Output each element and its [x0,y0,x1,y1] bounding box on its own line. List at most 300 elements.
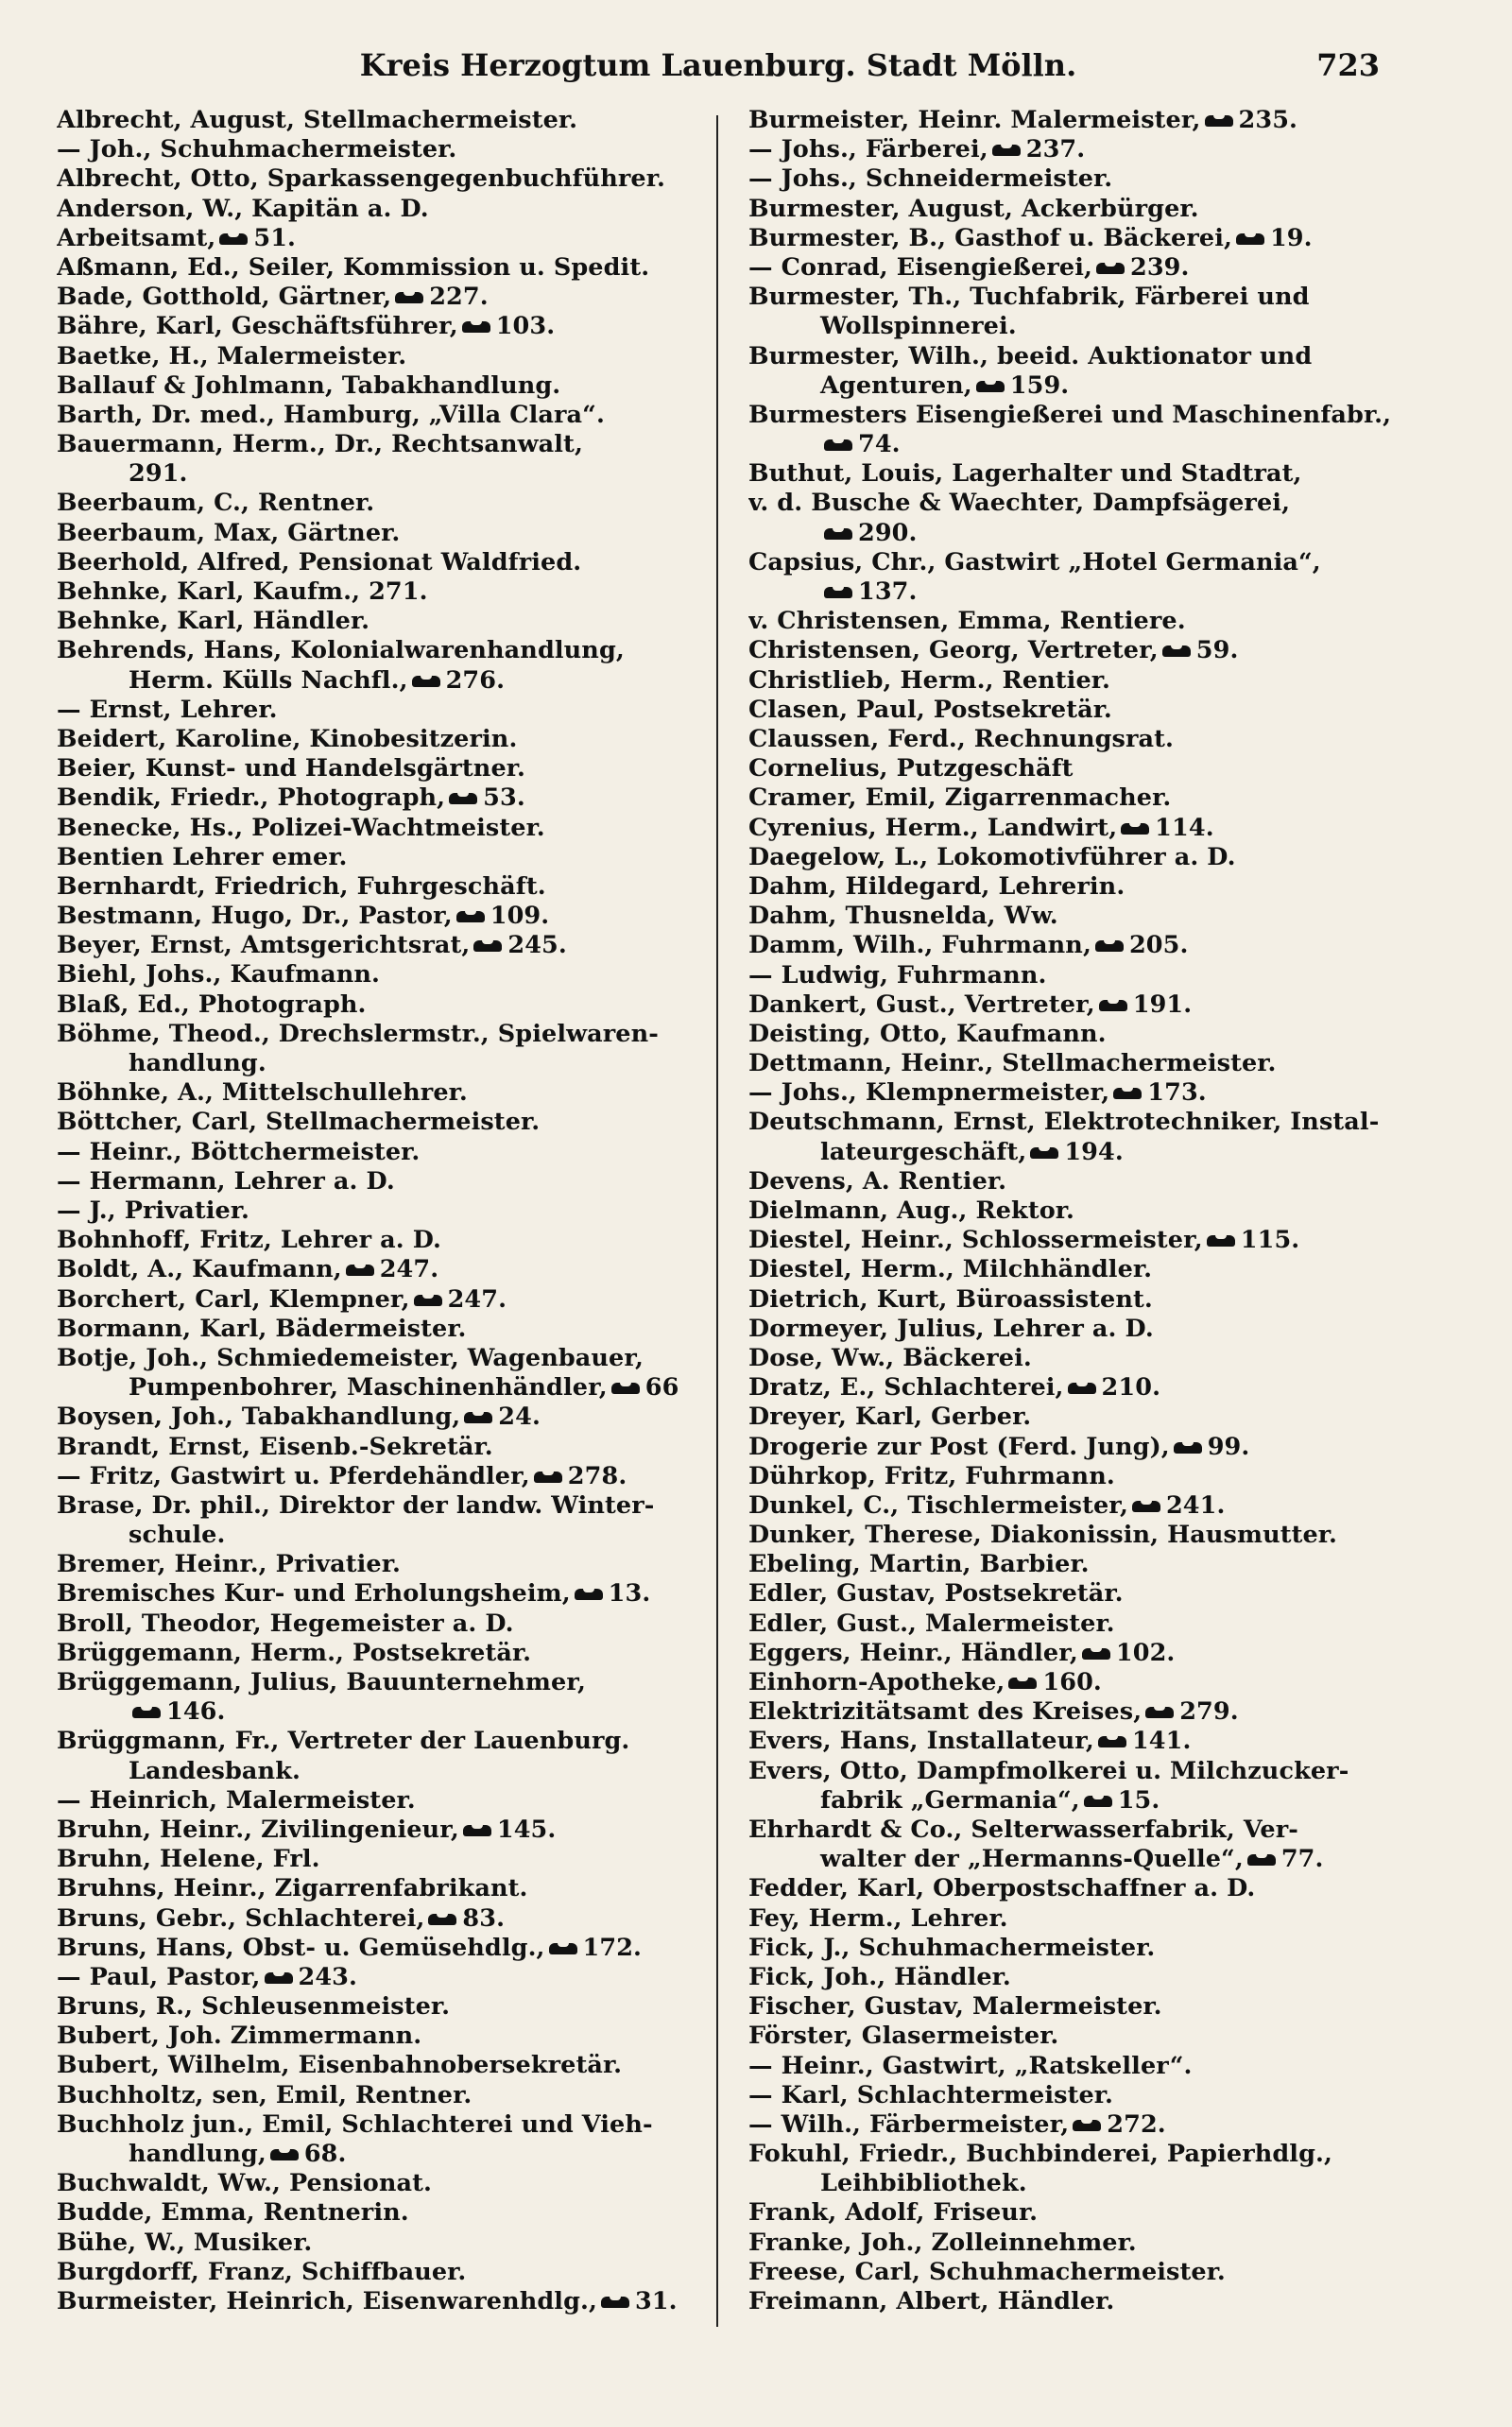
telephone-icon [1236,232,1264,247]
telephone-icon [992,143,1021,158]
entry-text: Behrends, Hans, Kolonialwarenhandlung, [57,636,625,665]
entry-text: Dose, Ww., Bäckerei. [748,1343,1032,1372]
entry-text: Buthut, Louis, Lagerhalter und Stadtrat, [748,459,1302,489]
continuation-text: walter der „Hermanns-Quelle“, [820,1845,1244,1874]
phone-number: 173. [1147,1078,1207,1108]
entry-text: Beidert, Karoline, Kinobesitzerin. [57,724,518,753]
directory-entry [57,135,709,164]
phone-number: 51. [253,223,297,252]
entry-text: Dahm, Hildegard, Lehrerin. [748,871,1125,901]
telephone-icon [270,2147,299,2162]
directory-entry [748,607,1400,636]
directory-entry [748,1049,1400,1078]
directory-entry [57,1963,709,1992]
entry-continuation [57,2140,709,2169]
directory-entry [748,636,1400,665]
directory-entry [57,1108,709,1137]
entry-text: Ehrhardt & Co., Selterwasserfabrik, Ver- [748,1815,1298,1844]
directory-entry [57,1845,709,1874]
directory-entry [748,1196,1400,1226]
telephone-icon [464,1410,492,1425]
directory-entry [57,2198,709,2228]
phone-number: 210. [1101,1373,1161,1403]
entry-text: Bähre, Karl, Geschäftsführer, [57,312,458,341]
directory-entry [748,1816,1400,1874]
entry-text: Claussen, Ferd., Rechnungsrat. [748,725,1175,754]
entry-text: Bentien Lehrer emer. [57,842,348,871]
phone-number: 159. [1009,370,1070,400]
entry-text: Cramer, Emil, Zigarrenmacher. [748,783,1172,813]
entry-text: Baetke, H., Malermeister. [57,341,407,370]
entry-text: Dettmann, Heinr., Stellmachermeister. [748,1049,1277,1078]
entry-continuation [748,519,1400,548]
entry-text: — Heinr., Böttchermeister. [57,1137,421,1166]
directory-entry [57,1344,709,1403]
phone-number: 247. [379,1255,439,1284]
entry-text: — Heinr., Gastwirt, „Ratskeller“. [748,2051,1193,2080]
telephone-icon [132,1705,161,1720]
directory-entry [57,636,709,695]
entry-continuation [748,371,1400,401]
phone-number: 31. [634,2287,678,2315]
entry-text: Dunkel, C., Tischlermeister, [748,1490,1128,1520]
phone-number: 146. [166,1697,226,1727]
entry-text: Deutschmann, Ernst, Elektrotechniker, Instal- [748,1108,1380,1137]
entry-text: Bauermann, Herm., Dr., Rechtsanwalt, [57,430,583,459]
entry-text: Bruhns, Heinr., Zigarrenfabrikant. [57,1874,528,1903]
entry-text: Fick, Joh., Händler. [748,1962,1011,1991]
entry-text: Deisting, Otto, Kaufmann. [748,1019,1107,1048]
entry-text: — Heinrich, Malermeister. [57,1785,416,1815]
entry-text: Evers, Otto, Dampfmolkerei u. Milchzucker- [748,1756,1349,1785]
directory-entry [748,902,1400,931]
entry-text: Dahm, Thusnelda, Ww. [748,902,1058,931]
directory-entry [748,1108,1400,1166]
telephone-icon [1084,1794,1112,1809]
directory-entry [748,1697,1400,1727]
directory-entry [57,1904,709,1934]
directory-entry [57,1668,709,1727]
directory-entry [57,1255,709,1284]
entry-text: Budde, Emma, Rentnerin. [57,2198,409,2228]
directory-entry [748,1727,1400,1756]
entry-text: Böttcher, Carl, Stellmachermeister. [57,1108,541,1137]
entry-text: Fey, Herm., Lehrer. [748,1903,1008,1933]
entry-text: Clasen, Paul, Postsekretär. [748,695,1112,724]
directory-entry [748,1226,1400,1255]
entry-text: — Joh., Schuhmachermeister. [57,135,457,164]
directory-entry [57,1315,709,1344]
entry-text: Burmester, Wilh., beeid. Auktionator und [748,341,1313,370]
directory-entry [748,1344,1400,1373]
entry-text: Fokuhl, Friedr., Buchbinderei, Papierhdlg., [748,2140,1332,2169]
directory-entry [748,1639,1400,1668]
entry-text: Fedder, Karl, Oberpostschaffner a. D. [748,1874,1256,1903]
entry-text: — Wilh., Färbermeister, [748,2109,1070,2139]
directory-entry [748,1668,1400,1697]
continuation-text: fabrik „Germania“, [820,1785,1080,1815]
directory-entry [57,164,709,194]
phone-number: 109. [490,902,550,931]
telephone-icon [265,1971,293,1986]
directory-entry [57,1433,709,1462]
directory-entry [57,430,709,489]
phone-number: 279. [1179,1697,1239,1727]
entry-text: — Johs., Schneidermeister. [748,164,1113,194]
directory-entry [57,783,709,813]
directory-entry [57,754,709,783]
phone-number: 102. [1115,1638,1176,1667]
entry-text: — J., Privatier. [57,1196,249,1225]
directory-entry [57,519,709,548]
directory-entry [748,2258,1400,2287]
directory-entry [748,342,1400,401]
directory-entry [57,843,709,872]
telephone-icon [534,1470,562,1485]
entry-text: Böhnke, A., Mittelschullehrer. [57,1078,468,1108]
directory-entry [57,1462,709,1491]
entry-text: Dankert, Gust., Vertreter, [748,990,1095,1019]
directory-entry [57,283,709,312]
continuation-text: schule. [129,1521,226,1550]
entry-text: Bremisches Kur- und Erholungsheim, [57,1579,571,1609]
phone-number: 114. [1155,813,1214,842]
entry-text: Beerbaum, C., Rentner. [57,489,375,518]
left-column [57,106,709,2316]
entry-text: Broll, Theodor, Hegemeister a. D. [57,1609,514,1638]
entry-text: Arbeitsamt, [57,223,216,252]
directory-entry [57,1226,709,1255]
entry-text: v. Christensen, Emma, Rentiere. [748,607,1186,636]
entry-text: Borchert, Carl, Klempner, [57,1284,410,1314]
entry-text: Biehl, Johs., Kaufmann. [57,960,381,990]
entry-text: Evers, Hans, Installateur, [748,1727,1094,1756]
phone-number: 194. [1064,1137,1124,1166]
directory-entry [57,253,709,283]
directory-entry [748,195,1400,224]
entry-text: Edler, Gust., Malermeister. [748,1609,1115,1638]
phone-number: 278. [567,1461,627,1490]
directory-entry [748,725,1400,754]
continuation-text: Landesbank. [129,1756,301,1785]
entry-text: Daegelow, L., Lokomotivführer a. D. [748,842,1236,871]
telephone-icon [1068,1381,1096,1396]
directory-entry [57,1874,709,1903]
right-column [748,106,1400,2316]
entry-text: — Paul, Pastor, [57,1962,261,1991]
telephone-icon [473,938,502,954]
telephone-icon [1132,1499,1160,1514]
directory-entry [748,1433,1400,1462]
entry-text: Diestel, Heinr., Schlossermeister, [748,1226,1203,1255]
phone-number: 276. [445,665,506,695]
entry-text: Damm, Wilh., Fuhrmann, [748,931,1091,960]
phone-number: 227. [429,283,489,312]
phone-number: 205. [1128,931,1189,960]
entry-text: Anderson, W., Kapitän a. D. [57,194,429,223]
entry-continuation [748,1138,1400,1167]
telephone-icon [611,1381,640,1396]
phone-number: 53. [483,783,525,813]
directory-entry [748,489,1400,547]
directory-entry [748,106,1400,135]
entry-text: — Karl, Schlachtermeister. [748,2080,1113,2109]
phone-number: 13. [608,1579,651,1609]
entry-text: Einhorn-Apotheke, [748,1668,1005,1697]
entry-text: Blaß, Ed., Photograph. [57,990,367,1019]
telephone-icon [462,319,490,335]
phone-number: 103. [495,312,556,341]
directory-entry [57,1786,709,1816]
continuation-text: Pumpenbohrer, Maschinenhändler, [129,1373,608,1403]
entry-text: Burmester, B., Gasthof u. Bäckerei, [748,223,1232,252]
directory-entry [57,2258,709,2287]
directory-entry [57,1609,709,1639]
telephone-icon [1205,113,1233,129]
directory-entry [748,1579,1400,1609]
directory-entry [748,401,1400,459]
entry-continuation [57,1697,709,1727]
entry-text: Bruhn, Heinr., Zivilingenieur, [57,1815,459,1844]
phone-number: 172. [582,1933,643,1962]
entry-text: Albrecht, Otto, Sparkassengegenbuchführer. [57,164,665,194]
telephone-icon [346,1263,374,1278]
continuation-text: handlung. [129,1049,266,1078]
phone-number: 59. [1195,636,1239,665]
directory-entry [748,224,1400,253]
continuation-text: Leihbibliothek. [820,2169,1027,2198]
directory-entry [57,1020,709,1078]
phone-number: 243. [298,1962,358,1991]
directory-entry [748,548,1400,607]
directory-entry [748,2022,1400,2051]
directory-entry [748,164,1400,194]
directory-entry [748,1963,1400,1992]
directory-entry [748,961,1400,990]
telephone-icon [824,526,852,542]
entry-text: Beerhold, Alfred, Pensionat Waldfried. [57,547,582,577]
entry-continuation [57,1373,709,1403]
directory-entry [57,342,709,371]
directory-entry [57,1934,709,1963]
telephone-icon [1113,1086,1142,1101]
entry-continuation [57,1521,709,1550]
entry-text: Botje, Joh., Schmiedemeister, Wagenbauer, [57,1343,644,1372]
entry-continuation [748,1786,1400,1816]
entry-text: Dreyer, Karl, Gerber. [748,1403,1032,1432]
directory-entry [748,2198,1400,2228]
telephone-icon [1162,644,1191,659]
entry-text: Brüggemann, Herm., Postsekretär. [57,1638,532,1667]
telephone-icon [1174,1440,1202,1455]
directory-entry [748,2052,1400,2081]
directory-entry [748,2140,1400,2198]
directory-entry [57,902,709,931]
directory-entry [57,1403,709,1432]
entry-text: Burmesters Eisengießerei und Maschinenfabr., [748,400,1392,429]
entry-text: Bubert, Joh. Zimmermann. [57,2022,422,2051]
entry-text: — Johs., Klempnermeister, [748,1078,1110,1108]
column-divider [716,115,718,2327]
entry-text: Ebeling, Martin, Barbier. [748,1550,1090,1579]
directory-entry [748,1078,1400,1108]
directory-entry [57,725,709,754]
entry-text: Freese, Carl, Schuhmachermeister. [748,2257,1226,2286]
entry-text: Bestmann, Hugo, Dr., Pastor, [57,902,453,931]
entry-text: Dührkop, Fritz, Fuhrmann. [748,1461,1115,1490]
directory-entry [57,371,709,401]
directory-entry [57,577,709,607]
directory-entry [57,2110,709,2169]
telephone-icon [549,1941,577,1956]
telephone-icon [1121,821,1149,836]
directory-entry [57,1816,709,1845]
directory-entry [57,2051,709,2080]
directory-entry [57,814,709,843]
entry-text: Dormeyer, Julius, Lehrer a. D. [748,1314,1154,1343]
telephone-icon [1082,1646,1110,1661]
phone-number: 68. [303,2140,347,2169]
directory-entry [748,1757,1400,1816]
entry-text: — Johs., Färberei, [748,135,988,164]
entry-continuation [57,666,709,696]
entry-text: — Conrad, Eisengießerei, [748,252,1092,282]
entry-text: Aßmann, Ed., Seiler, Kommission u. Spedit. [57,252,650,282]
entry-text: Bernhardt, Friedrich, Fuhrgeschäft. [57,871,546,901]
directory-entry [748,931,1400,960]
directory-entry [748,1992,1400,2022]
entry-text: Christlieb, Herm., Rentier. [748,665,1110,695]
directory-entry [748,1285,1400,1315]
telephone-icon [1073,2118,1101,2133]
entry-text: Cornelius, Putzgeschäft [748,754,1074,783]
directory-entry [748,1491,1400,1521]
directory-entry [57,312,709,341]
entry-continuation [57,459,709,489]
directory-entry [748,666,1400,696]
entry-text: Burmester, Th., Tuchfabrik, Färberei und [748,283,1310,312]
entry-text: Böhme, Theod., Drechslermstr., Spielwaren- [57,1019,659,1048]
entry-text: — Ernst, Lehrer. [57,695,278,724]
phone-number: 191. [1132,990,1193,1019]
phone-number: 290. [858,518,918,547]
phone-number: 245. [507,931,567,960]
directory-entry [57,2081,709,2110]
running-title: Kreis Herzogtum Lauenburg. Stadt Mölln. [359,47,1077,83]
directory-entry [57,2022,709,2051]
entry-text: Dielmann, Aug., Rektor. [748,1196,1074,1226]
entry-text: Edler, Gustav, Postsekretär. [748,1579,1124,1609]
directory-entry [748,1904,1400,1934]
entry-text: Ballauf & Johlmann, Tabakhandlung. [57,370,561,400]
entry-text: Frank, Adolf, Friseur. [748,2198,1039,2228]
phone-number: 239. [1129,252,1190,282]
telephone-icon [1096,261,1125,276]
entry-text: Burmester, August, Ackerbürger. [748,194,1199,223]
entry-text: Burgdorff, Franz, Schiffbauer. [57,2257,467,2286]
directory-entry [57,1992,709,2022]
entry-text: Drogerie zur Post (Ferd. Jung), [748,1432,1170,1461]
entry-text: Christensen, Georg, Vertreter, [748,636,1159,665]
directory-entry [57,696,709,725]
directory-entry [748,1462,1400,1491]
directory-entry [748,1020,1400,1049]
phone-number: 241. [1165,1490,1226,1520]
entry-text: Cyrenius, Herm., Landwirt, [748,813,1118,842]
directory-entry [57,2287,709,2316]
continuation-text: Agenturen, [820,370,972,400]
entry-continuation [57,1049,709,1078]
entry-text: Bormann, Karl, Bädermeister. [57,1314,467,1343]
entry-text: Burmeister, Heinrich, Eisenwarenhdlg., [57,2287,597,2315]
entry-text: Dunker, Therese, Diakonissin, Hausmutter. [748,1521,1337,1550]
entry-text: Boldt, A., Kaufmann, [57,1255,342,1284]
entry-continuation [748,577,1400,607]
directory-entry [748,135,1400,164]
directory-entry [748,696,1400,725]
entry-text: Buchholtz, sen, Emil, Rentner. [57,2080,472,2109]
continuation-text: 291. [129,459,188,489]
telephone-icon [1008,1676,1037,1691]
entry-text: Freimann, Albert, Händler. [748,2287,1115,2316]
entry-text: Bade, Gotthold, Gärtner, [57,283,392,312]
directory-entry [748,783,1400,813]
directory-entry [748,1521,1400,1550]
phone-number: 237. [1025,135,1086,164]
entry-text: Brüggmann, Fr., Vertreter der Lauenburg. [57,1727,630,1756]
phone-number: 24. [498,1403,541,1432]
directory-entry [748,2110,1400,2140]
telephone-icon [1145,1705,1174,1720]
directory-entry [748,1255,1400,1284]
telephone-icon [456,909,485,924]
entry-text: Diestel, Herm., Milchhändler. [748,1255,1153,1284]
directory-entry [748,253,1400,283]
entry-text: Fick, J., Schuhmachermeister. [748,1933,1156,1962]
entry-continuation [748,2169,1400,2198]
continuation-text: Wollspinnerei. [820,312,1017,341]
telephone-icon [1030,1145,1058,1161]
continuation-text: lateurgeschäft, [820,1137,1027,1166]
directory-entry [57,401,709,430]
entry-text: Capsius, Chr., Gastwirt „Hotel Germania“, [748,547,1321,577]
telephone-icon [219,232,248,247]
entry-text: Fischer, Gustav, Malermeister. [748,1992,1162,2022]
directory-entry [748,2229,1400,2258]
entry-text: — Ludwig, Fuhrmann. [748,960,1047,990]
entry-text: Dietrich, Kurt, Büroassistent. [748,1284,1153,1314]
telephone-icon [428,1912,456,1927]
directory-entry [57,2169,709,2198]
directory-entry [57,195,709,224]
phone-number: 160. [1042,1668,1102,1697]
directory-entry [57,1491,709,1550]
directory-entry [57,1579,709,1609]
entry-text: Bruns, R., Schleusenmeister. [57,1992,451,2022]
phone-number: 19. [1269,223,1313,252]
entry-text: Beier, Kunst- und Handelsgärtner. [57,754,525,783]
entry-text: Behnke, Karl, Händler. [57,607,370,636]
telephone-icon [1247,1852,1276,1868]
entry-text: Buchholz jun., Emil, Schlachterei und Vieh- [57,2109,653,2139]
telephone-icon [449,791,477,806]
entry-text: Bruhn, Helene, Frl. [57,1845,320,1874]
directory-entry [748,2287,1400,2316]
phone-number: 74. [858,430,901,459]
directory-entry [748,814,1400,843]
entry-text: Franke, Joh., Zolleinnehmer. [748,2228,1137,2257]
phone-number: 141. [1131,1727,1192,1756]
